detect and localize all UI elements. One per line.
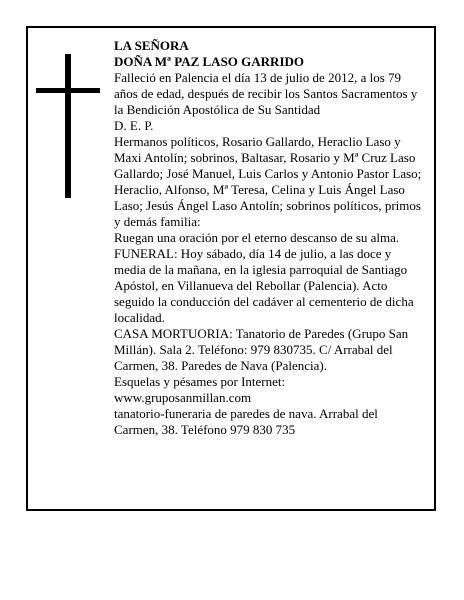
funeral-info: FUNERAL: Hoy sábado, día 14 de julio, a las doce y media de la mañana, en la iglesia parroquial de Santiago Apóstol, en Villanueva del Rebollar (Palencia). Acto seguido la conducción del cadáver al cementerio de dicha localidad. <box>114 246 414 325</box>
cross-horizontal-bar <box>36 88 100 93</box>
death-notice: Falleció en Palencia el día 13 de julio de 2012, a los 79 años de edad, después de recibir los Santos Sacramentos y la Bendición Apostólica de Su Santidad <box>114 70 418 117</box>
website-link[interactable]: www.gruposanmillan.com <box>114 390 252 405</box>
family-list: Hermanos políticos, Rosario Gallardo, Heraclio Laso y Maxi Antolín; sobrinos, Baltasar, Rosario y Mª Cruz Laso Gallardo; José Manuel, Luis Carlos y Antonio Pastor Laso; Heraclio, Alfonso, Mª Teresa, Celina y Luis Ángel Laso Laso; Jesús Ángel Laso Antolín; sobrinos políticos, primos y demás familia: <box>114 134 422 229</box>
obituary-text <box>114 38 424 438</box>
condolences-label: Esquelas y pésames por Internet: <box>114 374 286 389</box>
heading-line1: LA SEÑORA <box>114 38 189 53</box>
deceased-name: DOÑA Mª PAZ LASO GARRIDO <box>114 54 304 69</box>
mortuary-info: CASA MORTUORIA: Tanatorio de Paredes (Grupo San Millán). Sala 2. Teléfono: 979 830735. C/ Arrabal del Carmen, 38. Paredes de Nava (Palencia). <box>114 326 409 373</box>
cross-icon <box>36 54 100 198</box>
funeral-home-info: tanatorio-funeraria de paredes de nava. Arrabal del Carmen, 38. Teléfono 979 830 735 <box>114 406 378 437</box>
cross-vertical-bar <box>65 54 71 198</box>
rip-text: D. E. P. <box>114 118 154 133</box>
prayer-request: Ruegan una oración por el eterno descanso de su alma. <box>114 230 400 245</box>
